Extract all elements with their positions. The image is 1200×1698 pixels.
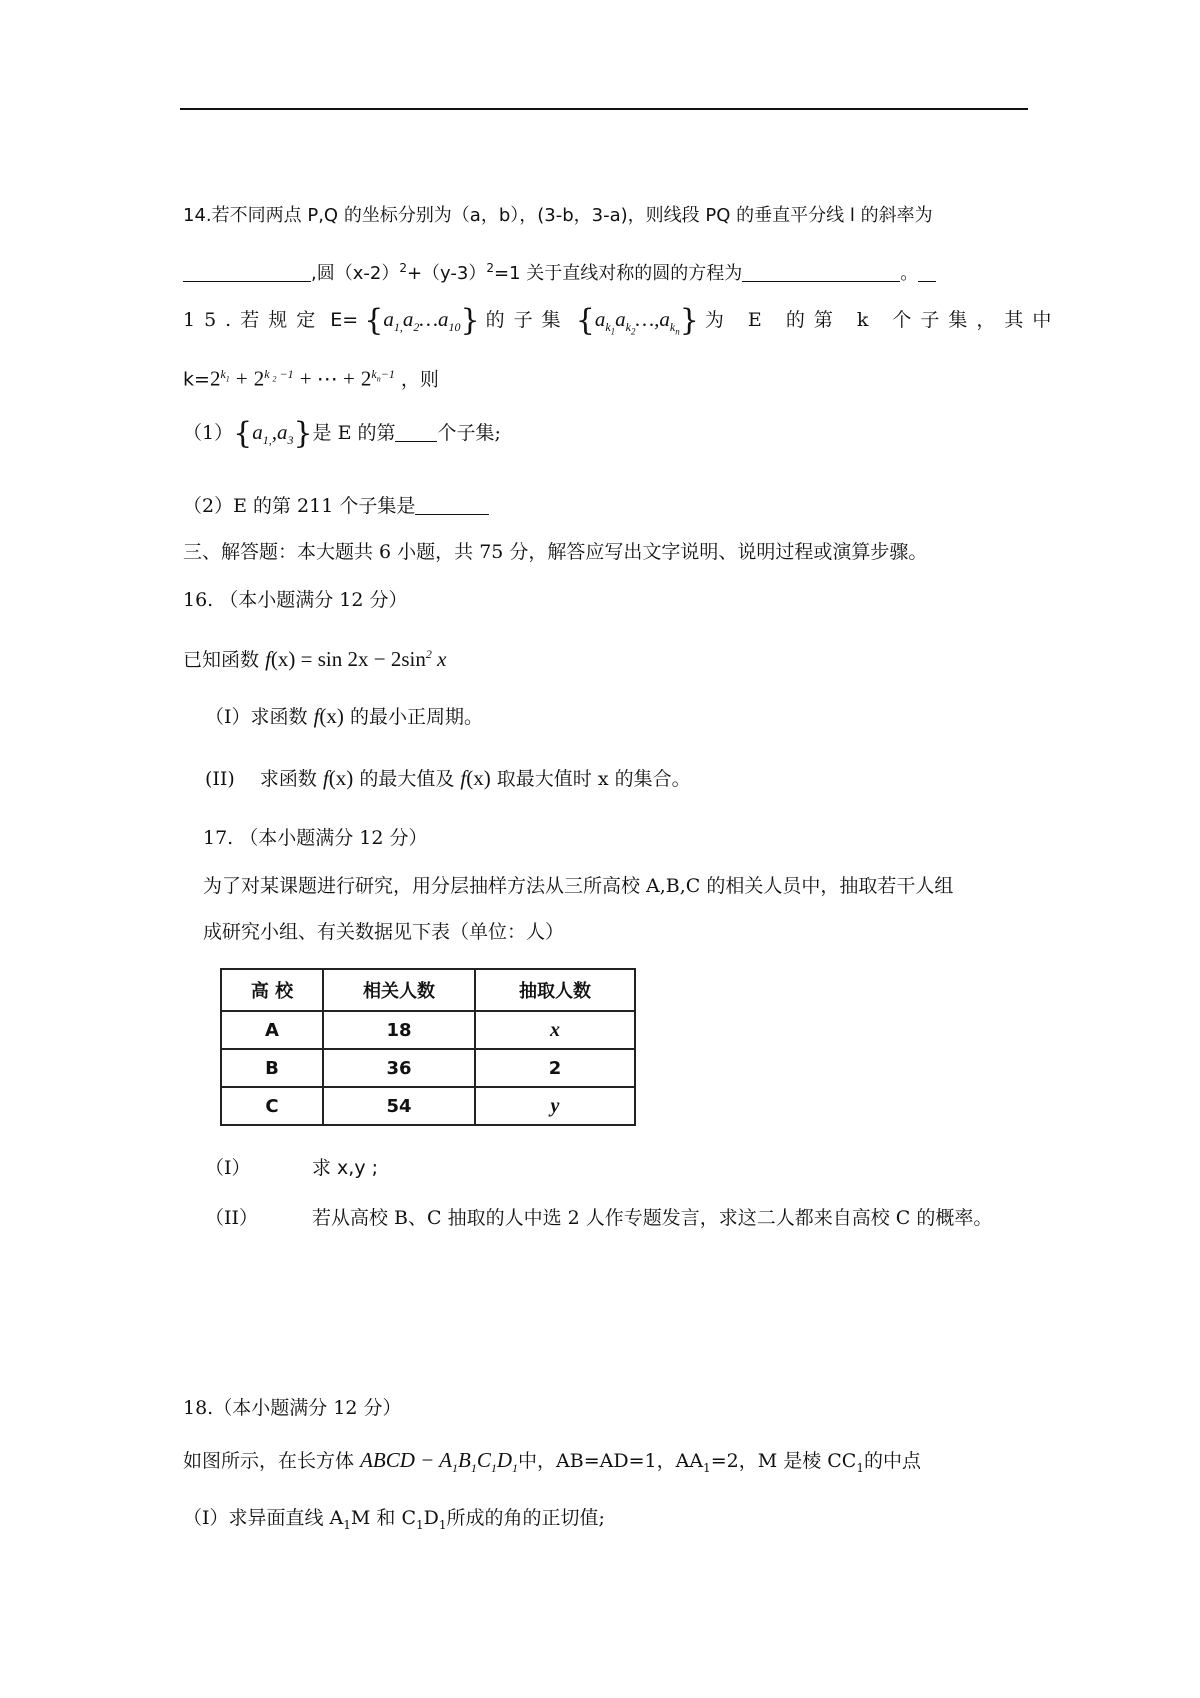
section-3-heading: 三、解答题：本大题共 6 小题，共 75 分，解答应写出文字说明、说明过程或演算步骤。: [183, 541, 928, 563]
table-cell: 2: [475, 1049, 635, 1087]
table-row: [221, 1011, 635, 1049]
table-cell: B: [221, 1049, 323, 1087]
q14-line1: 14.若不同两点 P,Q 的坐标分别为（a，b），(3-b，3-a)，则线段 PQ 的垂直平分线 l 的斜率为: [183, 205, 933, 226]
q15-blank-2: [415, 494, 489, 515]
q18-part1: （Ⅰ）求异面直线 $A_1M$ 和 $C_1D_1$所成的角的正切值;: [183, 1507, 605, 1532]
q18-solid: ABCD − $A_1B_1C_1D_1$: [360, 1448, 519, 1476]
table-cell: 54: [323, 1087, 475, 1125]
table-header: 相关人数: [323, 969, 475, 1011]
q14-blank-circle: [742, 261, 900, 282]
table-cell: C: [221, 1087, 323, 1125]
q17-part2-label: （II）: [205, 1207, 259, 1229]
q17-text-2: 成研究小组、有关数据见下表（单位：人）: [203, 921, 565, 943]
q17-text-1: 为了对某课题进行研究，用分层抽样方法从三所高校 A,B,C 的相关人员中，抽取若干人组: [203, 875, 954, 897]
q15-line2: $k=2^{k_1} + 2^{k _2 -1}$ + ⋯ + $2^{k_n-1}$ ，则: [183, 366, 439, 391]
table-cell: A: [221, 1011, 323, 1049]
table-cell: 36: [323, 1049, 475, 1087]
subset-ak: $\{a_{k_1}a_{k_2}\dots,a_{k_n}\}$: [575, 303, 699, 338]
table-header: 抽取人数: [475, 969, 635, 1011]
q16-heading: 16. （本小题满分 12 分）: [183, 589, 408, 611]
q17-data-table: [220, 968, 636, 1126]
table-cell: 18: [323, 1011, 475, 1049]
q14-blank-slope: [183, 261, 311, 282]
q17-part2: 若从高校 B、C 抽取的人中选 2 人作专题发言，求这二人都来自高校 C 的概率。: [312, 1207, 993, 1229]
table-header-row: [221, 969, 635, 1011]
q17-part1: 求 x,y ;: [312, 1157, 379, 1179]
q16-given: 已知函数 $f(x) = \sin 2x - 2\sin^2$ x: [183, 647, 447, 671]
q18-text: 如图所示，在长方体 ABCD − $A_1B_1C_1D_1$中，AB=AD=1，$AA_1=2$，M 是棱 $CC_1$的中点: [183, 1448, 921, 1476]
q15-part1: $(1)\{a_{1,},a_3\}$是 E 的第 个子集;: [183, 416, 501, 451]
q16-part1: （I）求函数 f(x) 的最小正周期。: [205, 704, 483, 728]
table-cell: x: [475, 1011, 635, 1049]
table-header: 高 校: [221, 969, 323, 1011]
table-row: [221, 1087, 635, 1125]
q17-heading: 17. （本小题满分 12 分）: [203, 827, 428, 849]
q14-line2: ,圆$(x-2)^2+(y-3)^2=1$ 关于直线对称的圆的方程为 。: [183, 254, 936, 288]
set-e: $\{a_{1,}a_2\dots a_{10}\}$: [364, 303, 480, 338]
table-cell: y: [475, 1087, 635, 1125]
table-row: [221, 1049, 635, 1087]
q17-part1-label: （I）: [205, 1157, 251, 1179]
q16-formula: $f(x) = \sin 2x - 2\sin^2$ x: [265, 647, 447, 671]
q16-part2: (II) 求函数 f(x) 的最大值及 f(x) 取最大值时 x 的集合。: [205, 766, 691, 790]
header-rule: [180, 108, 1028, 110]
q15-line1: 15.若规定 $E= \{a_{1,}a_2\dots a_{10}\}$ 的子集 $\{a_{k_1}a_{k_2}\dots,a_{k_n}\}$ 为 E 的第 k 个子集，其中: [183, 303, 1061, 338]
q15-part2: （2）E 的第 211 个子集是: [183, 492, 489, 520]
q15-blank-1: [395, 421, 437, 442]
q18-heading: 18.（本小题满分 12 分）: [183, 1397, 402, 1419]
